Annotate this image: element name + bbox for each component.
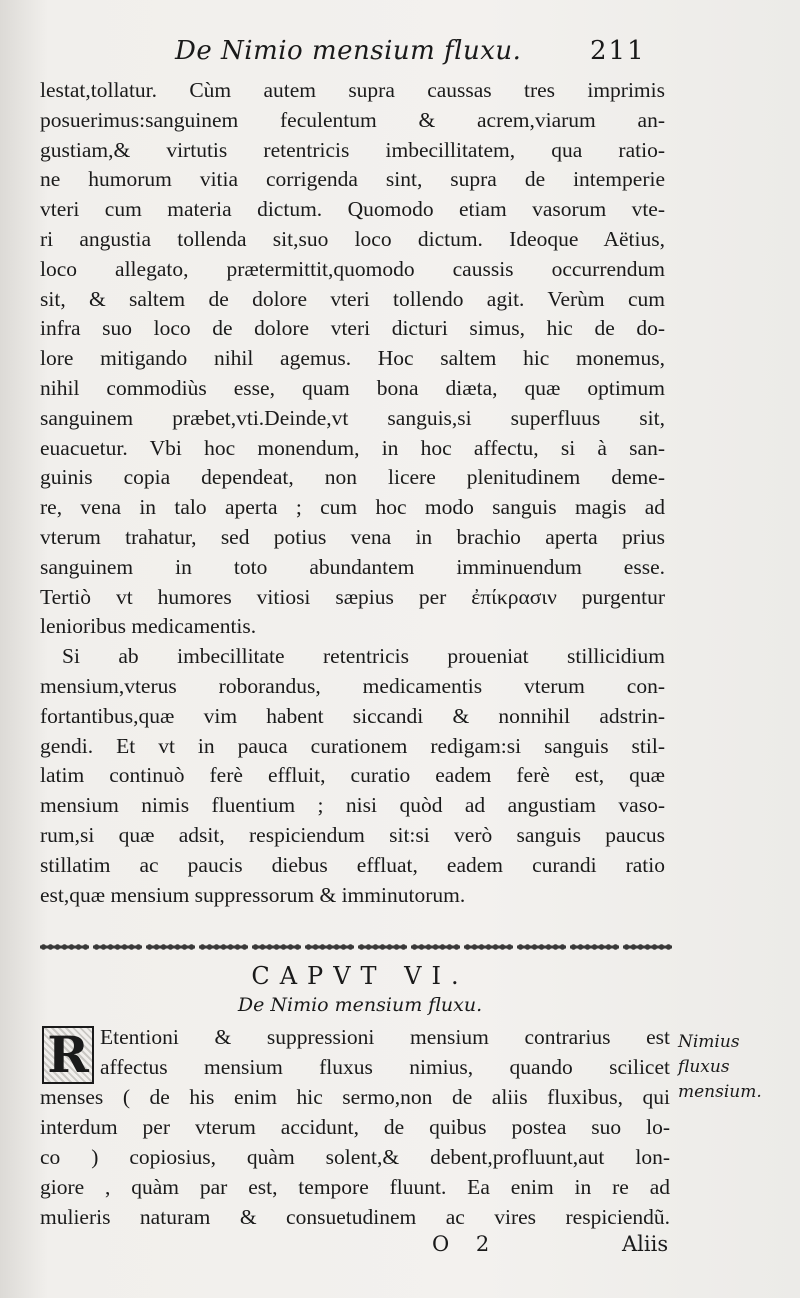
ornament-piece xyxy=(40,940,89,954)
text-line: mulieris naturam & consuetudinem ac vires respiciendũ. xyxy=(40,1205,670,1229)
chapter-subtitle: De Nimio mensium fluxu. xyxy=(237,994,483,1016)
text-line: mensium,vterus roborandus, medicamentis vterum con- xyxy=(40,673,665,698)
ornament-piece xyxy=(305,940,354,954)
text-line: guinis copia dependeat, non licere plenitudinem deme- xyxy=(40,465,665,490)
text-line: Si ab imbecillitate retentricis proueniat stillicidium xyxy=(62,644,665,669)
text-line: lenioribus medicamentis. xyxy=(40,614,257,639)
ornament-piece xyxy=(146,940,195,954)
text-line: sit, & saltem de dolore vteri tollendo agit. Verùm cum xyxy=(40,286,665,311)
text-line: menses ( de his enim hic sermo,non de aliis fluxibus, qui xyxy=(40,1085,670,1109)
text-line: sanguinem præbet,vti.Deinde,vt sanguis,si superfluus sit, xyxy=(40,405,665,430)
drop-cap: R xyxy=(42,1026,94,1084)
text-line: fortantibus,quæ vim habent siccandi & nonnihil adstrin- xyxy=(40,703,665,728)
margin-note xyxy=(678,1030,788,1105)
catchword: Aliis xyxy=(622,1232,669,1256)
ornament-piece xyxy=(411,940,460,954)
text-line: posuerimus:sanguinem feculentum & acrem,viarum an- xyxy=(40,107,665,132)
text-line: Etentioni & suppressioni mensium contrarius est xyxy=(100,1025,670,1049)
chapter-text-block xyxy=(40,1022,670,1232)
text-line: affectus mensium fluxus nimius, quando scilicet xyxy=(100,1055,670,1079)
text-line: infra suo loco de dolore vteri dicturi simus, hic de do- xyxy=(40,316,665,341)
chapter-title: CAPVT VI. xyxy=(251,962,469,990)
text-line: giore , quàm par est, tempore fluunt. Ea enim in re ad xyxy=(40,1175,670,1199)
running-head: De Nimio mensium fluxu. xyxy=(175,36,522,66)
text-line: latim continuò ferè effluit, curatio eadem ferè est, quæ xyxy=(40,763,665,788)
text-line: interdum per vterum accidunt, de quibus postea suo lo- xyxy=(40,1115,670,1139)
text-line: co ) copiosius, quàm solent,& debent,profluunt,aut lon- xyxy=(40,1145,670,1169)
text-line: vteri cum materia dictum. Quomodo etiam vasorum vte- xyxy=(40,197,665,222)
signature-mark: O 2 xyxy=(432,1232,500,1256)
text-line: gustiam,& virtutis retentricis imbecillitatem, qua ratio- xyxy=(40,137,665,162)
text-line: mensium nimis fluentium ; nisi quòd ad angustiam vaso- xyxy=(40,793,665,818)
text-line: Tertiò vt humores vitiosi sæpius per ἐπίκρασιν purgentur xyxy=(40,584,665,609)
main-text-block xyxy=(40,76,665,910)
ornament-piece xyxy=(199,940,248,954)
text-line: est,quæ mensium suppressorum & imminutorum. xyxy=(40,882,466,907)
ornament-piece xyxy=(252,940,301,954)
text-line: re, vena in talo aperta ; cum hoc modo sanguis magis ad xyxy=(40,495,665,520)
ornament-piece xyxy=(464,940,513,954)
text-line: rum,si quæ adsit, respiciendum sit:si verò sanguis paucus xyxy=(40,822,665,847)
ornament-piece xyxy=(358,940,407,954)
text-line: euacuetur. Vbi hoc monendum, in hoc affectu, si à san- xyxy=(40,435,665,460)
text-line: loco allegato, prætermittit,quomodo caussis occurrendum xyxy=(40,256,665,281)
text-line: gendi. Et vt in pauca curationem redigam:si sanguis stil- xyxy=(40,733,665,758)
ornament-piece xyxy=(93,940,142,954)
text-line: lore mitigando nihil agemus. Hoc saltem hic monemus, xyxy=(40,346,665,371)
margin-note-line: fluxus xyxy=(678,1057,730,1077)
ornament-piece xyxy=(570,940,619,954)
text-line: sanguinem in toto abundantem imminuendum esse. xyxy=(40,554,665,579)
ornament-piece xyxy=(517,940,566,954)
margin-note-line: Nimius xyxy=(678,1032,740,1052)
text-line: stillatim ac paucis diebus effluat, eadem curandi ratio xyxy=(40,852,665,877)
text-line: vterum trahatur, sed potius vena in brachio aperta prius xyxy=(40,524,665,549)
text-line: ne humorum vitia corrigenda sint, supra de intemperie xyxy=(40,167,665,192)
page-number: 211 xyxy=(590,36,646,66)
ornament-piece xyxy=(623,940,672,954)
text-line: nihil commodiùs esse, quam bona diæta, quæ optimum xyxy=(40,375,665,400)
text-line: lestat,tollatur. Cùm autem supra caussas tres imprimis xyxy=(40,78,665,102)
ornamental-rule xyxy=(40,936,672,958)
text-line: ri angustia tollenda sit,suo loco dictum. Ideoque Aëtius, xyxy=(40,226,665,251)
margin-note-line: mensium. xyxy=(678,1082,762,1102)
